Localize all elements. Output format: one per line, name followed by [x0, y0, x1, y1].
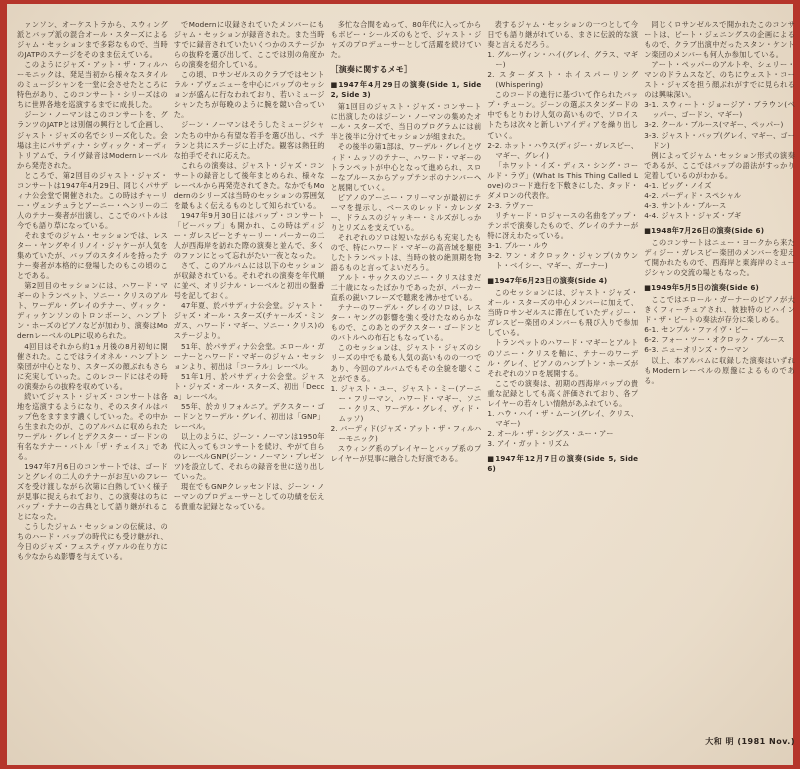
session-heading: ■1949年5月5日の演奏(Side 6) [644, 283, 759, 293]
track-listing: 6-3. ニューオリンズ・ウーマン [644, 345, 749, 355]
paragraph: でModernに収録されていたメンバーにもジャム・セッションが録音された。また当時すでに録音されていたいくつかのステージからの抜粋を選び出して、ここでは別の角度からの演奏を紹介している。 [173, 20, 325, 70]
session-heading: ■1947年12月7日の演奏(Side 5, Side 6) [487, 453, 639, 474]
paragraph: 51年、於パサディナ公会堂。エロール・ガーナーとハワード・マギーのジャム・セッションより、初出は「コーラル」レーベル。 [173, 341, 325, 371]
paragraph: 1947年7月6日のコンサートでは、ゴードンとグレイの二人のテナーがお互いのフレーズを受け渡しながら次第に白熱していく様子が見事に捉えられており、この演奏はのちにバップ・テナーの古典として語り継がれることになった。 [17, 462, 168, 522]
paragraph: ここでの演奏は、初期の西海岸バップの貴重な記録としても高く評価されており、各プレイヤーの若々しい情熱があふれている。 [487, 378, 639, 408]
paragraph: 続いてジャスト・ジャズ・コンサートは各地を巡演するようになり、そのスタイルはバップ色をますます濃くしていった。その中から生まれたのが、このアルバムに収められたワーデル・グレイとデクスター・ゴードンの有名なテナー・バトル「ザ・チェイス」である。 [17, 391, 168, 462]
paragraph: その後半の第1部は、ワーデル・グレイとヴィド・ムッソのテナー、ハワード・マギーのトランペットが中心となって進められ、スローなブルースからアップテンポのナンバーへと展開していく。 [330, 142, 482, 192]
paragraph: 51年1月、於パサディナ公会堂。ジャスト・ジャズ・オール・スターズ、初出「Decca」レーベル。 [173, 371, 325, 401]
track-listing: 2. バーディド(ジャズ・アット・ザ・フィルハーモニック) [330, 423, 482, 443]
track-listing: 3-3. ジャスト・バップ(グレイ、マギー、ゴードン) [644, 130, 795, 150]
paragraph: テナーのワーデル・グレイのソロは、レスター・ヤングの影響を強く受けたなめらかなもので、このあとのデクスター・ゴードンとのバトルへの布石ともなっている。 [330, 303, 482, 343]
paragraph: 47年夏、於パサディナ公会堂。ジャスト・ジャズ・オール・スターズ(チャールズ・ミンガス、ハワード・マギー、ソニー・クリス)のステージより。 [173, 301, 325, 341]
track-listing: 2. スターダスト・ホイスパーリング(Whispering) [487, 70, 639, 90]
paragraph: ピアノのアーニー・フリーマンが最初にテーマを提示し、ベースのレッド・カレンダー、ドラムスのジャッキー・ミルズがしっかりとリズムを支えている。 [330, 192, 482, 232]
paragraph: トランペットのハワード・マギーとアルトのソニー・クリスを軸に、テナーのワーデル・グレイ、ピアノのハンプトン・ホーズがそれぞれのソロを展開する。 [487, 338, 639, 378]
paragraph: 4回目はそれから約1ヵ月後の8月初旬に開催された。ここではライオネル・ハンプトン楽団が中心となり、スターズの顔ぶれもさらに充実していった。このレコードにはその時の演奏からの抜粋を収めている。 [17, 341, 168, 391]
paragraph: 表するジャム・セッションの一つとして今日でも語り継がれている、まさに伝説的な演奏と言えるだろう。 [487, 20, 639, 50]
paragraph: この頃、ロサンゼルスのクラブではセントラル・アヴェニューを中心にバップのセッションが盛んに行なわれており、若いミュージシャンたちが毎晩のように腕を競い合っていた。 [173, 70, 325, 120]
track-listing: 4-4. ジャスト・ジャズ・ブギ [644, 210, 742, 220]
paragraph: このセッションは、ジャスト・ジャズのシリーズの中でも最も人気の高いものの一つであり、今回のアルバムでもその全貌を聴くことができる。 [330, 343, 482, 383]
track-listing: 3-2. クール・ブルース(マギー、ペッパー) [644, 120, 784, 130]
track-listing: 3. アイ・ガット・リズム [487, 438, 570, 448]
paragraph: 例によってジャム・セッション形式の演奏であるが、ここではバップの語法がすっかり定着しているのがわかる。 [644, 150, 795, 180]
paragraph: 55年、於カリフォルニア。デクスター・ゴードンとワーデル・グレイ、初出は「GNP」レーベル。 [173, 401, 325, 431]
paragraph: それまでのジャム・セッションでは、レスター・ヤングやイリノイ・ジャケーが人気を集めていたが、バップのスタイルを持ったテナー奏者が本格的に登場したのもこの頃のことである。 [17, 230, 168, 281]
track-listing: 6-1. センプル・ファイヴ・ビー [644, 325, 749, 335]
paragraph: アート・ペッパーのアルトや、シェリー・マンのドラムスなど、のちにウェスト・コースト・ジャズを担う顔ぶれがすでに見られるのは興味深い。 [644, 60, 795, 100]
track-listing: 2-3. ラヴァー [487, 200, 534, 210]
paragraph: ジーン・ノーマンはそうしたミュージシャンたちの中から有望な若手を選び出し、ベテランと共にステージに上げた。観客は熱狂的な拍手でそれに応えた。 [173, 120, 325, 160]
column-2 [174, 20, 325, 755]
text-columns [17, 20, 795, 755]
paragraph: 1947年9月30日にはバップ・コンサート「ビーバップ」も開かれ、この時はディジー・ガレスピーとチャーリー・パーカーの二人が西海岸を訪れた際の演奏と並んで、多くのファンにとって忘れがたい一夜となった。 [173, 210, 325, 261]
paragraph: 以上のように、ジーン・ノーマンは1950年代に入ってもコンサートを続け、やがて自らのレーベルGNP(ジーン・ノーマン・プレゼンツ)を設立して、それらの録音を世に送り出していった。 [173, 431, 325, 482]
section-heading: ［演奏に関するメモ］ [330, 65, 413, 75]
paragraph: 第1回目のジャスト・ジャズ・コンサートに出演したのはジーン・ノーマンの集めたオール・スターズで、当日のプログラムには前半と後半に分けてセッションが組まれた。 [330, 102, 482, 142]
paragraph: このようにジャズ・アット・ザ・フィルハーモニックは、発足当初から様々なスタイルのミュージシャンを一堂に会させたところに特色があり、このコンサート・シリーズはのちに世界各地を巡演するまでに成長した。 [17, 60, 168, 110]
track-listing: 2-2. ホット・ハウス(ディジー・ガレスピー、マギー、グレイ) [487, 140, 639, 160]
paragraph: 「ホワット・イズ・ディス・シング・コールド・ラヴ」(What Is This Thing Called Love)のコード進行を下敷きにした、タッド・ダメロンの代表作。 [487, 160, 639, 200]
paragraph: ところで、第2回目のジャスト・ジャズ・コンサートは1947年4月29日、同じくパサディナ公会堂で開催された。この時はチャーリー・ヴェンチュラとアーニー・ヘンリーの二人のテナー奏者が出演し、ここでのバトルは今でも語り草になっている。 [17, 170, 168, 230]
paragraph: このセッションには、ジャスト・ジャズ・オール・スターズの中心メンバーに加えて、当時ロサンゼルスに滞在していたディジー・ガレスピー楽団のメンバーも飛び入りで参加している。 [487, 288, 639, 338]
track-listing: 2. オール・ザ・シングス・ユー・アー [487, 428, 614, 438]
track-listing: 3-1. スウィート・ジョージア・ブラウン(ペッパー、ゴードン、マギー) [644, 100, 795, 120]
track-listing: 1. ジャスト・ユー、ジャスト・ミー(アーニー・フリーマン、ハワード・マギー、ソニー・クリス、ワーデル・グレイ、ヴィド・ムッソ) [330, 383, 482, 423]
column-5 [644, 20, 795, 755]
paragraph: このコードの進行に基づいて作られたバップ・チューン。ジーンの選ぶスタンダードの中でもとりわけ人気の高いもので、ソロイストたちは次々と新しいアイディアを繰り出していく。 [487, 90, 639, 140]
track-listing: 6-2. フォー・ツー・オクロック・ブルース [644, 335, 785, 345]
paragraph: 同じくロサンゼルスで開かれたこのコンサートは、ビート・ジェニングスの企画によるもので、クラブ出演中だったスタン・ケントン楽団のメンバーも何人か参加している。 [644, 20, 795, 60]
paragraph: 第2回目のセッションには、ハワード・マギーのトランペット、ソニー・クリスのアルト、ワーデル・グレイのテナー、ヴィック・ディッケンソンのトロンボーン、ハンプトン・ホーズのピアノなどが加わり、演奏はModernレーベルのLPに収められた。 [17, 281, 168, 341]
paragraph: リチャード・ロジャースの名曲をアップ・テンポで演奏したもので、グレイのテナーが特に冴えわたっている。 [487, 210, 639, 240]
track-listing: 3-1. ブルー・ルウ [487, 241, 549, 251]
paragraph: こうしたジャム・セッションの伝統は、のちのハード・バップの時代にも受け継がれ、今日のジャズ・フェスティヴァルの在り方にも少なからぬ影響を与えている。 [17, 522, 168, 562]
paragraph: ァンソン、オーケストラから、スウィング派とバップ派の混合オール・スターズによるジャム・セッションまで多彩なもので、当時のJATPのステージをそのまま伝えている。 [17, 20, 168, 60]
track-listing: 4-3. サントル・ブルース [644, 200, 727, 210]
track-listing: 3-2. ワン・オクロック・ジャンプ(カウント・ベイシー、マギー、ガーナー) [487, 251, 639, 271]
session-heading: ■1947年4月29日の演奏(Side 1, Side 2, Side 3) [330, 80, 482, 100]
author-signature: 大和 明 (1981 Nov.) [705, 736, 795, 746]
paragraph: スウィング系のプレイヤーとバップ系のプレイヤーが見事に融合した好演である。 [330, 443, 482, 463]
track-listing: 4-1. ビッグ・ノイズ [644, 180, 712, 190]
paragraph: ここではエロール・ガーナーのピアノが大きくフィーチュアされ、彼独特のビハインド・ザ・ビートの奏法が存分に楽しめる。 [644, 295, 795, 325]
paragraph: ジーン・ノーマンはこのコンサートを、グランツのJATPとは別個の興行として企画し、ジャスト・ジャズの名でシリーズ化した。会場は主にパサディナ・シヴィック・オーディトリアムで、ライヴ録音はModernレーベルから発売された。 [17, 110, 168, 170]
track-listing: 1. ハウ・ハイ・ザ・ムーン(グレイ、クリス、マギー) [487, 408, 639, 428]
track-listing: 1. グルーヴィン・ハイ(グレイ、グラス、マギー) [487, 50, 639, 70]
paragraph: 現在でもGNPクレッセンドは、ジーン・ノーマンのプロデューサーとしての功績を伝える貴重な記録となっている。 [173, 482, 325, 512]
paragraph: 多忙な合間をぬって、80年代に入ってからもボビー・シールズのもとで、ジャスト・ジャズのプロデューサーとして活躍を続けていた。 [330, 20, 482, 60]
column-3 [331, 20, 482, 755]
paragraph: これらの演奏は、ジャスト・ジャズ・コンサートの録音として後年まとめられ、様々なレーベルから再発売されてきた。なかでもModernのシリーズは当時のセッションの雰囲気を最もよく伝えるものとして知られている。 [173, 160, 325, 210]
paragraph: このコンサートはニュー・ヨークから来たディジー・ガレスピー楽団のメンバーを迎えて開かれたもので、西海岸と東海岸のミュージシャンの交流の場ともなった。 [644, 237, 795, 278]
column-1 [17, 20, 168, 755]
paragraph: アルト・サックスのソニー・クリスはまだ二十歳になったばかりであったが、パーカー直系の鋭いフレーズで聴衆を沸かせている。 [330, 273, 482, 303]
paragraph: それぞれのソロは短いながらも充実したもので、特にハワード・マギーの高音域を駆使したトランペットは、当時の彼の絶頂期を物語るものと言ってよいだろう。 [330, 232, 482, 273]
paragraph: さて、このアルバムには以下のセッションが収録されている。それぞれの演奏を年代順に並べ、オリジナル・レーベルと初出の盤番号を記しておく。 [173, 261, 325, 301]
session-heading: ■1948年7月26日の演奏(Side 6) [644, 225, 765, 235]
session-heading: ■1947年6月23日の演奏(Side 4) [487, 276, 608, 286]
paragraph: 以上、本アルバムに収録した演奏はいずれもModernレーベルの原盤によるものである。 [644, 355, 795, 385]
track-listing: 4-2. パーディド・スペシャル [644, 190, 742, 200]
column-4 [487, 20, 638, 755]
